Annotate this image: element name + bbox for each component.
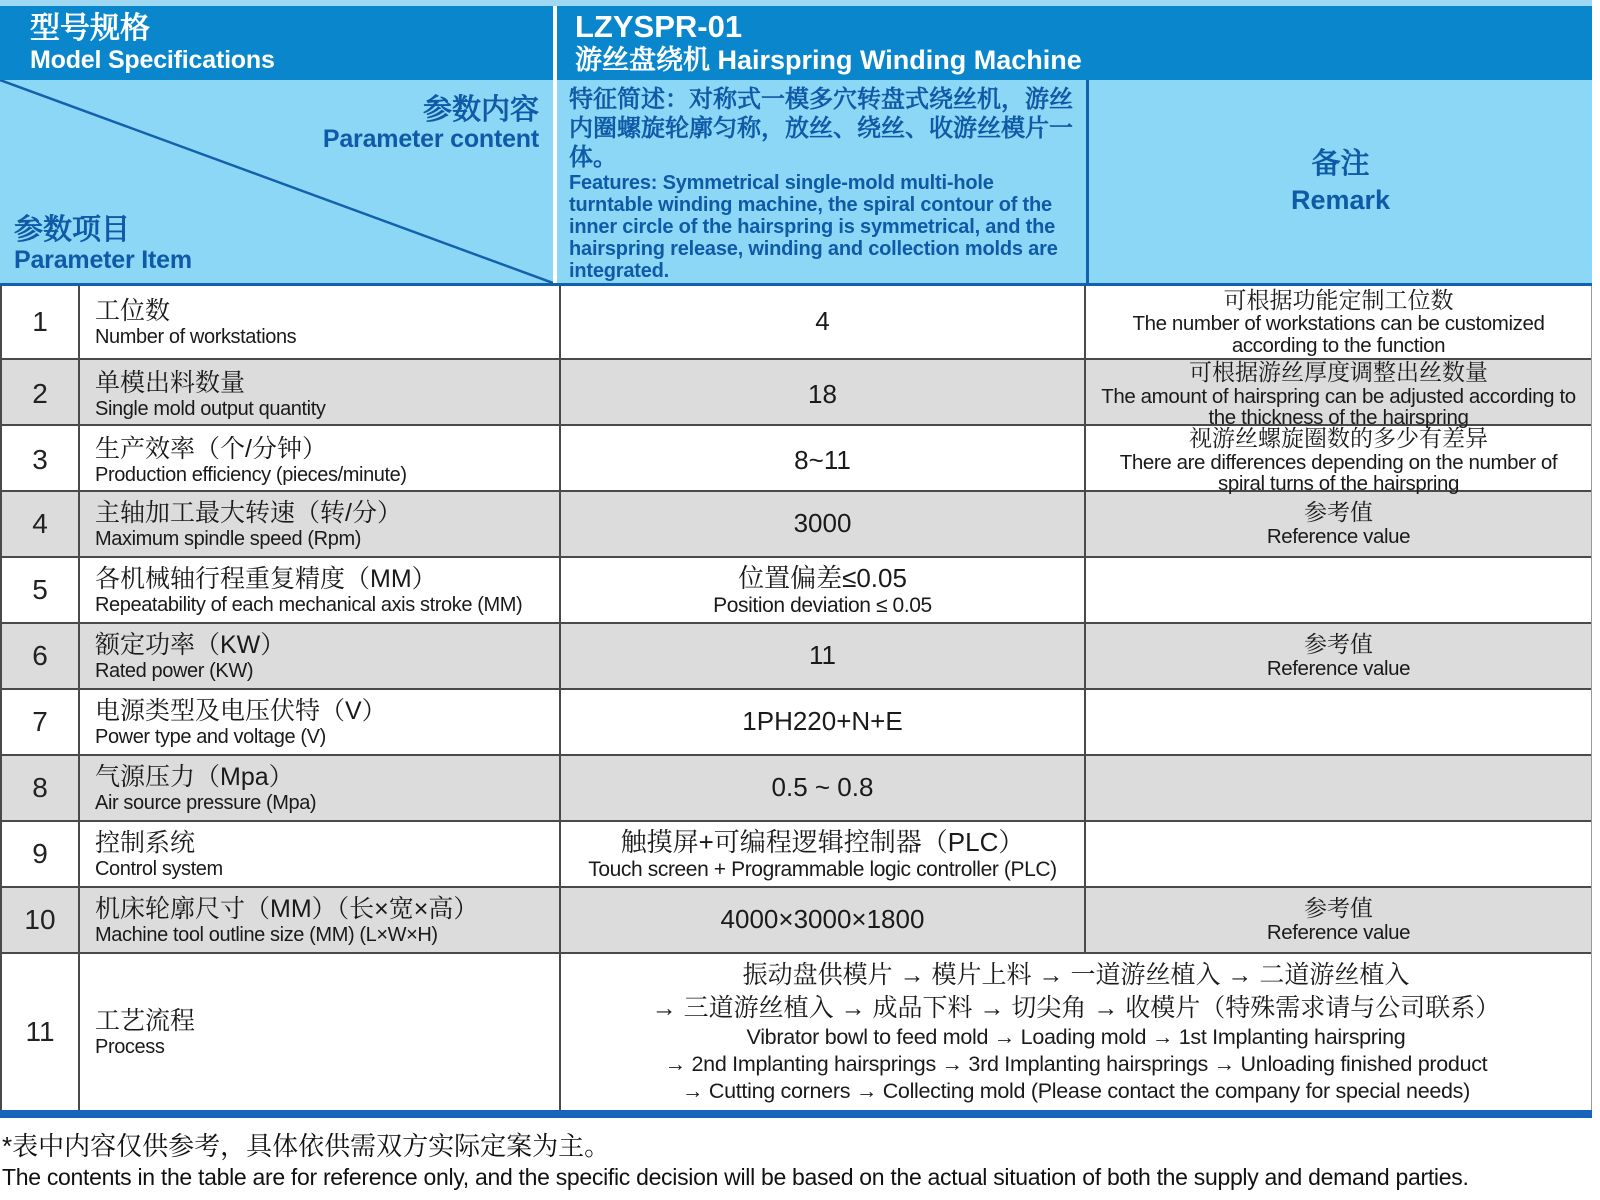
parameter-value-cell: 位置偏差≤0.05 Position deviation ≤ 0.05: [561, 558, 1086, 622]
remark-cell: 参考值 Reference value: [1266, 499, 1411, 549]
remark-label-en: Remark: [1290, 185, 1391, 216]
row-number: 2: [2, 360, 80, 429]
bottom-accent-bar: [0, 1110, 1592, 1118]
param-content-en: Parameter content: [322, 125, 539, 154]
model-spec-header: [0, 6, 553, 80]
footnote: [0, 1118, 1592, 1192]
features-cell: [557, 80, 1086, 283]
parameter-value-cell: 3000: [561, 492, 1086, 556]
remark-cell: 参考值 Reference value: [1266, 895, 1411, 945]
row-number: 11: [2, 954, 80, 1110]
remark-cell: [1086, 756, 1591, 820]
remark-cell: 可根据功能定制工位数 The number of workstations can be customized according to the function: [1132, 286, 1545, 357]
parameter-value-cell: 11: [561, 624, 1086, 688]
features-text-en: Features: Symmetrical single-mold multi-hole turntable winding machine, the spiral contour of the inner circle of the hairspring is symmetrical, and the hairspring release, winding and collection molds are integrated.: [569, 172, 1058, 283]
parameter-item-cell: 工位数 Number of workstations: [80, 286, 561, 358]
parameter-value-cell: 触摸屏+可编程逻辑控制器（PLC） Touch screen + Programmable logic controller (PLC): [561, 822, 1086, 886]
param-item-label: [14, 214, 192, 273]
param-item-cn: 参数项目: [14, 214, 131, 247]
parameter-item-cell: 工艺流程 Process: [80, 954, 561, 1110]
remark-cell: [1086, 822, 1591, 886]
remark-cell: [1086, 558, 1591, 622]
table-row-2: [2, 358, 1591, 430]
table-row-10: [2, 886, 1591, 952]
table-row-9: [2, 820, 1591, 886]
parameter-value-cell: 1PH220+N+E: [561, 690, 1086, 754]
row-number: 6: [2, 624, 80, 688]
row-number: 3: [2, 426, 80, 495]
row-number: 8: [2, 756, 80, 820]
model-name: 游丝盘绕机 Hairspring Winding Machine: [575, 44, 1082, 75]
remark-cell: 视游丝螺旋圈数的多少有差异 There are differences depending on the number of spiral turns of the hairspring: [1119, 425, 1558, 496]
row-number: 4: [2, 492, 80, 556]
process-en-line3: → Cutting corners → Collecting mold (Please contact the company for special needs): [681, 1078, 1470, 1103]
table-row-8: [2, 754, 1591, 820]
remark-cell: 参考值 Reference value: [1266, 631, 1411, 681]
remark-label-cn: 备注: [1311, 148, 1370, 181]
param-item-en: Parameter Item: [14, 245, 192, 274]
row-number: 10: [2, 888, 80, 952]
param-content-cn: 参数内容: [422, 94, 539, 126]
parameter-value-cell: 0.5 ~ 0.8: [561, 756, 1086, 820]
row-number: 5: [2, 558, 80, 622]
parameter-item-cell: 电源类型及电压伏特（V） Power type and voltage (V): [80, 690, 561, 754]
row-number: 1: [2, 286, 80, 358]
parameter-item-cell: 控制系统 Control system: [80, 822, 561, 886]
model-spec-label-en: Model Specifications: [30, 45, 275, 74]
parameter-value-cell: 4000×3000×1800: [561, 888, 1086, 952]
model-code: LZYSPR-01: [575, 9, 743, 45]
table-row-5: [2, 556, 1591, 622]
process-en-line1: Vibrator bowl to feed mold → Loading mold → 1st Implanting hairspring: [746, 1025, 1406, 1050]
model-spec-label-cn: 型号规格: [30, 12, 150, 45]
remark-header: [1089, 80, 1592, 283]
features-text-cn: 特征简述：对称式一模多穴转盘式绕丝机，游丝内圈螺旋轮廓匀称，放丝、绕丝、收游丝模片一体。: [569, 86, 1073, 171]
process-cn-line2: → 三道游丝植入 → 成品下料 → 切尖角 → 收模片（特殊需求请与公司联系）: [651, 993, 1501, 1022]
parameter-item-cell: 额定功率（KW） Rated power (KW): [80, 624, 561, 688]
row-number: 7: [2, 690, 80, 754]
table-header-top: [0, 6, 1592, 80]
table-body: [0, 286, 1592, 1110]
parameter-item-cell: 机床轮廓尺寸（MM）（长×宽×高） Machine tool outline size (MM) (L×W×H): [80, 888, 561, 952]
param-matrix-header: [0, 80, 553, 283]
remark-cell: [1086, 690, 1591, 754]
parameter-item-cell: 气源压力（Mpa） Air source pressure (Mpa): [80, 756, 561, 820]
parameter-item-cell: 主轴加工最大转速（转/分） Maximum spindle speed (Rpm): [80, 492, 561, 556]
parameter-item-cell: 生产效率（个/分钟） Production efficiency (pieces/minute): [80, 426, 561, 495]
model-title-header: [557, 6, 1592, 80]
param-content-label: [323, 94, 539, 153]
process-flow-cell: [561, 954, 1591, 1110]
table-row-7: [2, 688, 1591, 754]
row-number: 9: [2, 822, 80, 886]
remark-cell: 可根据游丝厚度调整出丝数量 The amount of hairspring can be adjusted according to the thickness of the hairspring: [1101, 359, 1576, 430]
parameter-value-cell: 18: [561, 360, 1086, 429]
table-row-4: [2, 490, 1591, 556]
footnote-cn: *表中内容仅供参考，具体依供需双方实际定案为主。: [2, 1131, 611, 1161]
table-row-6: [2, 622, 1591, 688]
process-en-line2: → 2nd Implanting hairsprings → 3rd Implanting hairsprings → Unloading finished product: [664, 1052, 1488, 1077]
parameter-item-cell: 单模出料数量 Single mold output quantity: [80, 360, 561, 429]
parameter-item-cell: 各机械轴行程重复精度（MM） Repeatability of each mechanical axis stroke (MM): [80, 558, 561, 622]
table-row-3: [2, 424, 1591, 496]
table-row-11-process: [2, 952, 1591, 1110]
parameter-value-cell: 4: [561, 286, 1086, 358]
footnote-en: The contents in the table are for reference only, and the specific decision will be based on the actual situation of both the supply and demand parties.: [2, 1163, 1469, 1190]
table-row-1: [2, 286, 1591, 358]
parameter-value-cell: 8~11: [561, 426, 1086, 495]
table-header-second: [0, 80, 1592, 286]
process-cn-line1: 振动盘供模片 → 模片上料 → 一道游丝植入 → 二道游丝植入: [742, 961, 1410, 990]
